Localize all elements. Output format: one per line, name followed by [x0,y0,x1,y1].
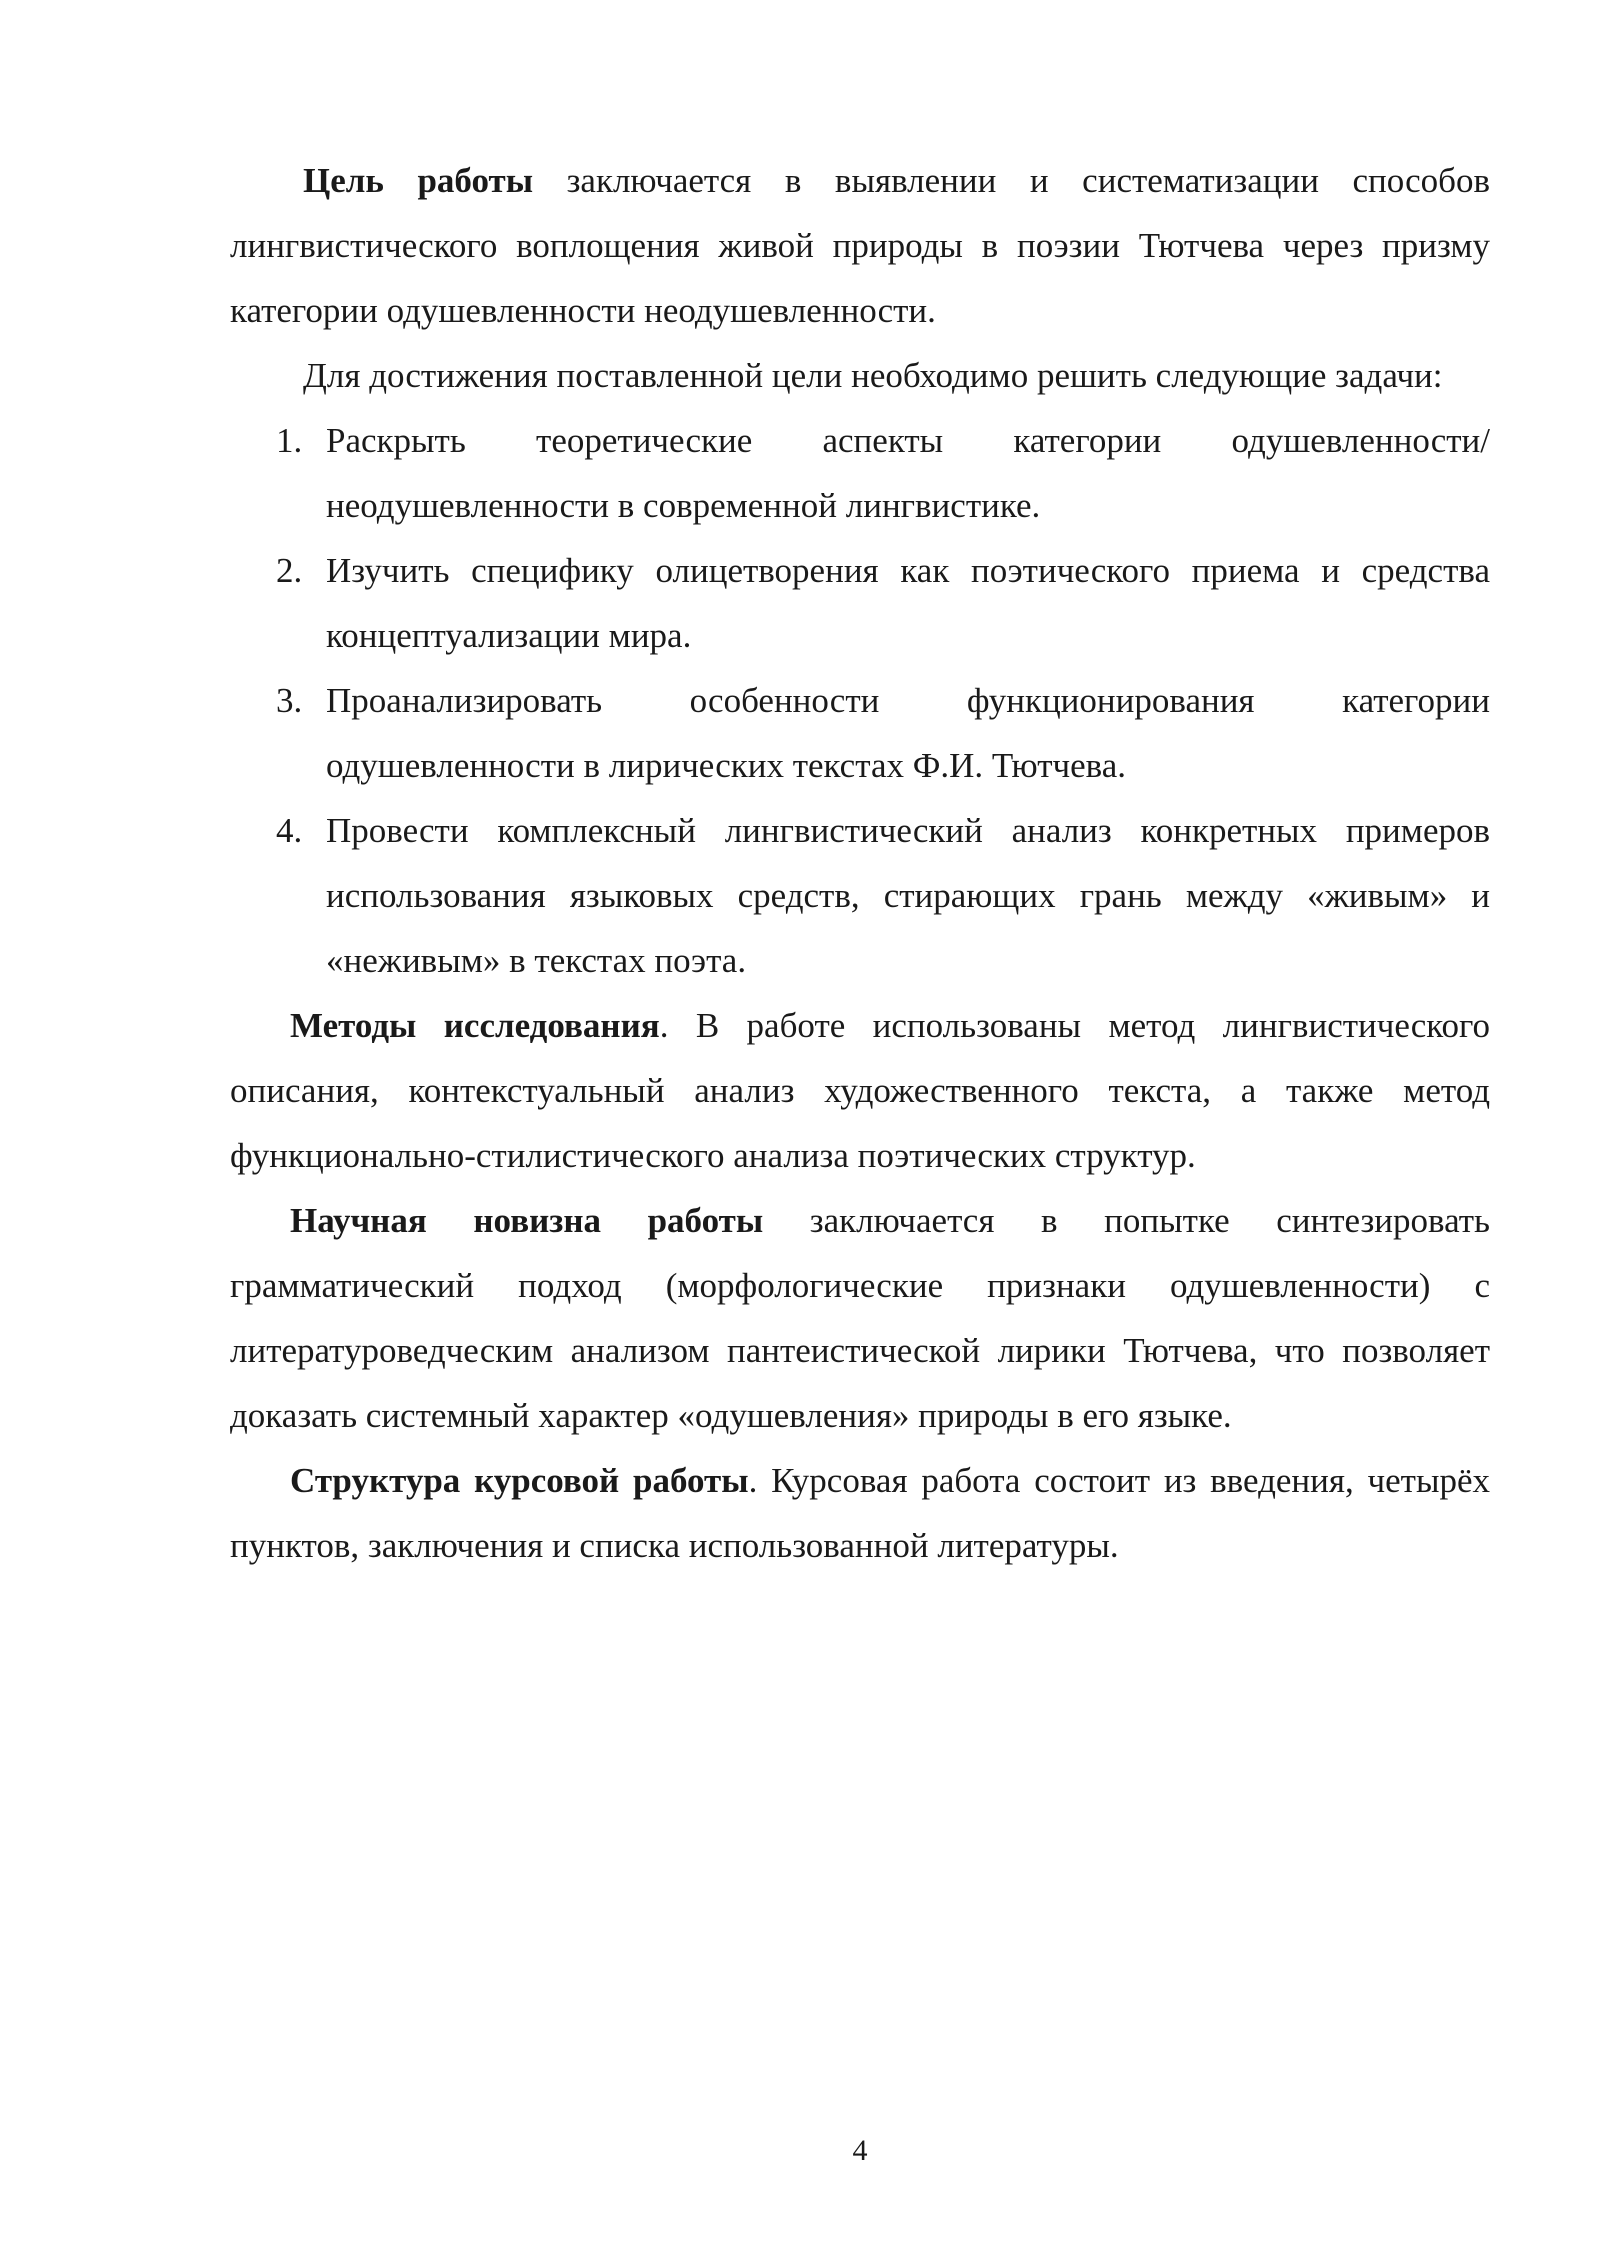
goal-text: заключается в выявлении и систематизации способов лингвистического воплощения живой природы в поэзии Тютчева через призму категории одушевленности неодушевленности. [230,161,1490,330]
goal-lead: Цель работы [303,161,534,200]
page-content [230,148,1490,1578]
page-number: 4 [852,2134,868,2167]
structure-text: . Курсовая работа состоит из введения, четырёх пунктов, заключения и списка использованной литературы. [230,1461,1490,1565]
list-item-text: Раскрыть теоретические аспекты категории одушевленности/неодушевленности в современной лингвистике. [326,421,1490,525]
structure-lead: Структура курсовой работы [290,1461,749,1500]
list-item-number: 2. [276,551,303,590]
list-item-number: 4. [276,811,303,850]
tasks-list [230,408,1490,993]
list-item [230,668,1490,798]
novelty-lead: Научная новизна работы [290,1201,764,1240]
list-item-number: 3. [276,681,303,720]
tasks-intro: Для достижения поставленной цели необходимо решить следующие задачи: [303,356,1443,395]
goal-paragraph [230,148,1490,343]
novelty-text: заключается в попытке синтезировать грамматический подход (морфологические признаки одушевленности) с литературоведческим анализом пантеистической лирики Тютчева, что позволяет доказать системный характер «одушевления» природы в его языке. [230,1201,1490,1435]
list-item [230,798,1490,993]
list-item-number: 1. [276,421,303,460]
list-item [230,408,1490,538]
methods-text: . В работе использованы метод лингвистического описания, контекстуальный анализ художественного текста, а также метод функционально-стилистического анализа поэтических структур. [230,1006,1491,1175]
methods-lead: Методы исследования [290,1006,660,1045]
list-item-text: Проанализировать особенности функционирования категории одушевленности в лирических текстах Ф.И. Тютчева. [326,681,1490,785]
list-item [230,538,1490,668]
list-item-text: Провести комплексный лингвистический анализ конкретных примеров использования языковых средств, стирающих грань между «живым» и «неживым» в текстах поэта. [326,811,1490,980]
methods-paragraph [230,993,1490,1188]
list-item-text: Изучить специфику олицетворения как поэтического приема и средства концептуализации мира. [326,551,1490,655]
novelty-paragraph [230,1188,1490,1448]
structure-paragraph [230,1448,1490,1578]
